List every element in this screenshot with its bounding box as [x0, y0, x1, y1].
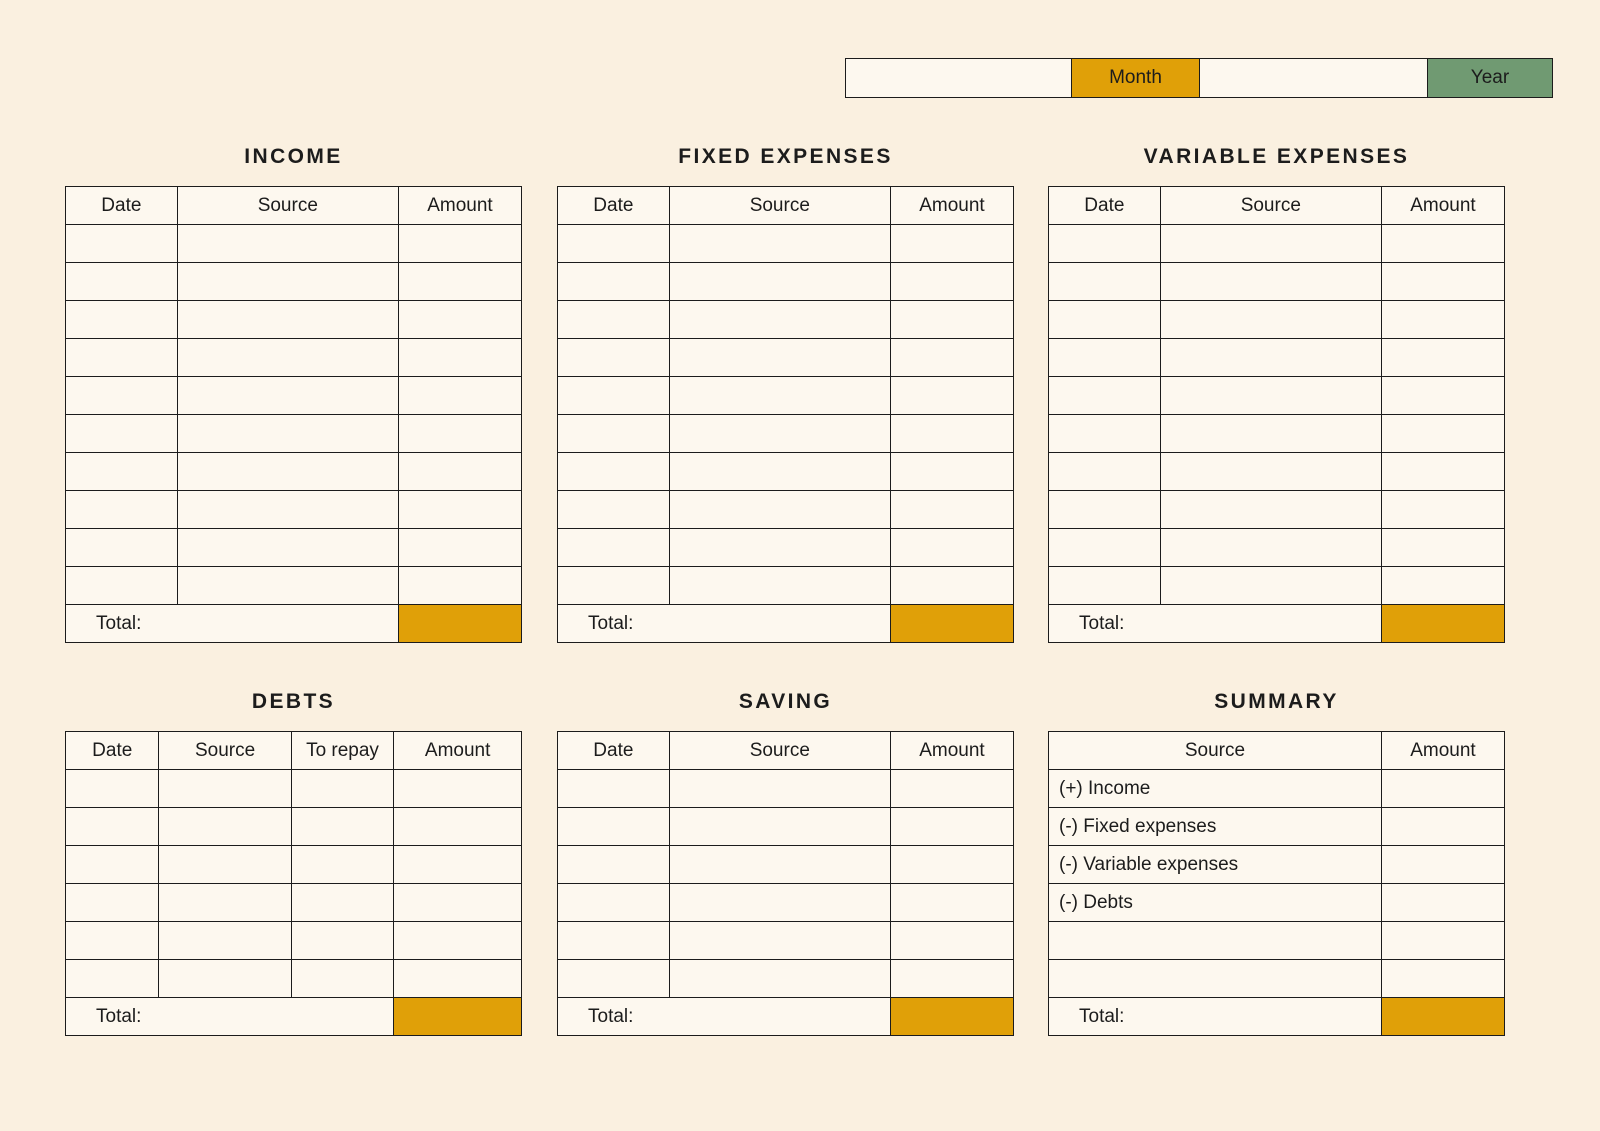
cell-source[interactable] [1160, 301, 1381, 339]
cell-amount[interactable] [398, 301, 521, 339]
cell-source[interactable] [669, 263, 890, 301]
table-row [558, 529, 1014, 567]
cell-source[interactable] [1160, 377, 1381, 415]
total-label: Total: [558, 998, 891, 1036]
cell-amount[interactable] [1381, 567, 1504, 605]
cell-source[interactable] [669, 770, 890, 808]
cell-date[interactable] [1049, 225, 1161, 263]
total-row [1049, 998, 1505, 1036]
cell-amount[interactable] [1381, 225, 1504, 263]
cell-date[interactable] [558, 846, 670, 884]
col-header-amount: Amount [394, 732, 522, 770]
cell-amount[interactable] [890, 922, 1013, 960]
cell-date[interactable] [1049, 415, 1161, 453]
cell-to-repay[interactable] [291, 808, 394, 846]
table-row [1049, 529, 1505, 567]
total-label: Total: [66, 605, 399, 643]
section-title-debts: DEBTS [251, 690, 336, 713]
cell-source[interactable] [177, 225, 398, 263]
cell-amount[interactable] [890, 415, 1013, 453]
cell-source[interactable] [159, 922, 291, 960]
table-row [66, 263, 522, 301]
cell-date[interactable] [558, 225, 670, 263]
cell-source[interactable] [669, 339, 890, 377]
cell-date[interactable] [66, 491, 178, 529]
cell-source[interactable] [159, 770, 291, 808]
summary-rows [1049, 770, 1505, 1036]
table-row [558, 301, 1014, 339]
cell-amount[interactable] [1381, 960, 1504, 998]
cell-amount[interactable] [394, 884, 522, 922]
col-header-amount: Amount [890, 187, 1013, 225]
table-row [66, 960, 522, 998]
total-row [1049, 605, 1505, 643]
cell-date[interactable] [66, 339, 178, 377]
cell-date[interactable] [66, 960, 159, 998]
cell-amount[interactable] [1381, 301, 1504, 339]
col-header-amount: Amount [398, 187, 521, 225]
cell-date[interactable] [66, 884, 159, 922]
table-row [558, 415, 1014, 453]
cell-amount[interactable] [890, 263, 1013, 301]
cell-date[interactable] [1049, 263, 1161, 301]
cell-source[interactable] [177, 377, 398, 415]
table-row [66, 846, 522, 884]
month-label: Month [1072, 59, 1200, 97]
cell-date[interactable] [66, 225, 178, 263]
table-row [558, 808, 1014, 846]
cell-amount[interactable] [1381, 770, 1504, 808]
table-header-row [66, 187, 522, 225]
table-row [1049, 225, 1505, 263]
table-header-row [558, 187, 1014, 225]
cell-amount[interactable] [890, 301, 1013, 339]
table-row [66, 225, 522, 263]
cell-date[interactable] [558, 960, 670, 998]
cell-amount[interactable] [398, 567, 521, 605]
cell-source[interactable] [177, 263, 398, 301]
section-income [65, 145, 522, 643]
table-row [558, 770, 1014, 808]
table-row [66, 377, 522, 415]
cell-date[interactable] [1049, 529, 1161, 567]
cell-date[interactable] [1049, 567, 1161, 605]
section-summary [1048, 690, 1505, 1036]
col-header-amount: Amount [890, 732, 1013, 770]
month-value-field[interactable] [846, 59, 1072, 97]
cell-to-repay[interactable] [291, 922, 394, 960]
cell-amount[interactable] [890, 846, 1013, 884]
summary-line-label: (-) Fixed expenses [1049, 808, 1382, 846]
cell-date[interactable] [558, 415, 670, 453]
debts-table [65, 731, 522, 1036]
cell-date[interactable] [558, 339, 670, 377]
col-header-date: Date [66, 732, 159, 770]
table-row [1049, 339, 1505, 377]
year-value-field[interactable] [1200, 59, 1428, 97]
cell-source[interactable] [1160, 263, 1381, 301]
section-title-variable-expenses: VARIABLE EXPENSES [1143, 145, 1410, 168]
cell-source[interactable] [669, 846, 890, 884]
cell-amount[interactable] [398, 263, 521, 301]
table-row [66, 415, 522, 453]
cell-date[interactable] [66, 263, 178, 301]
cell-source[interactable] [177, 453, 398, 491]
cell-source[interactable] [669, 808, 890, 846]
cell-amount[interactable] [890, 884, 1013, 922]
total-amount[interactable] [1381, 605, 1504, 643]
table-row [1049, 491, 1505, 529]
cell-amount[interactable] [890, 529, 1013, 567]
cell-date[interactable] [558, 529, 670, 567]
col-header-date: Date [558, 187, 670, 225]
cell-date[interactable] [1049, 301, 1161, 339]
table-row [558, 453, 1014, 491]
table-row [66, 339, 522, 377]
table-row [1049, 884, 1505, 922]
section-debts [65, 690, 522, 1036]
cell-date[interactable] [558, 567, 670, 605]
cell-amount[interactable] [890, 808, 1013, 846]
cell-amount[interactable] [890, 225, 1013, 263]
cell-amount[interactable] [890, 770, 1013, 808]
section-title-income: INCOME [244, 145, 343, 168]
cell-amount[interactable] [1381, 922, 1504, 960]
income-rows [66, 225, 522, 643]
cell-date[interactable] [1049, 491, 1161, 529]
total-amount[interactable] [1381, 998, 1504, 1036]
year-label: Year [1428, 59, 1552, 97]
cell-date[interactable] [558, 884, 670, 922]
cell-to-repay[interactable] [291, 846, 394, 884]
cell-source[interactable] [159, 960, 291, 998]
cell-to-repay[interactable] [291, 960, 394, 998]
income-table [65, 186, 522, 643]
cell-source[interactable] [159, 808, 291, 846]
cell-source[interactable] [177, 339, 398, 377]
cell-amount[interactable] [890, 453, 1013, 491]
col-header-source: Source [159, 732, 291, 770]
total-label: Total: [558, 605, 891, 643]
col-header-date: Date [558, 732, 670, 770]
summary-line-label: (-) Debts [1049, 884, 1382, 922]
cell-source[interactable] [669, 922, 890, 960]
col-header-to-repay: To repay [291, 732, 394, 770]
cell-source[interactable] [669, 567, 890, 605]
total-label: Total: [66, 998, 394, 1036]
col-header-source: Source [1049, 732, 1382, 770]
total-label: Total: [1049, 998, 1382, 1036]
table-row [558, 884, 1014, 922]
cell-amount[interactable] [398, 225, 521, 263]
cell-date[interactable] [558, 453, 670, 491]
section-variable-expenses [1048, 145, 1505, 643]
cell-source[interactable] [669, 415, 890, 453]
total-amount[interactable] [890, 605, 1013, 643]
table-row [1049, 922, 1505, 960]
col-header-source: Source [669, 732, 890, 770]
saving-rows [558, 770, 1014, 1036]
table-row [66, 770, 522, 808]
table-row [558, 377, 1014, 415]
cell-amount[interactable] [1381, 377, 1504, 415]
table-row [558, 491, 1014, 529]
cell-date[interactable] [1049, 339, 1161, 377]
section-title-saving: SAVING [738, 690, 833, 713]
variable-expenses-rows [1049, 225, 1505, 643]
cell-date[interactable] [66, 846, 159, 884]
table-row [1049, 377, 1505, 415]
table-header-row [1049, 187, 1505, 225]
cell-source[interactable] [159, 846, 291, 884]
cell-amount[interactable] [1381, 846, 1504, 884]
cell-amount[interactable] [394, 808, 522, 846]
total-row [66, 605, 522, 643]
month-year-bar [845, 58, 1553, 98]
cell-source[interactable] [1160, 453, 1381, 491]
cell-amount[interactable] [394, 770, 522, 808]
cell-amount[interactable] [398, 339, 521, 377]
cell-amount[interactable] [1381, 339, 1504, 377]
table-row [66, 491, 522, 529]
cell-source[interactable] [177, 567, 398, 605]
cell-amount[interactable] [890, 960, 1013, 998]
cell-to-repay[interactable] [291, 884, 394, 922]
cell-source[interactable] [669, 491, 890, 529]
cell-source[interactable] [1160, 529, 1381, 567]
table-row [66, 922, 522, 960]
cell-amount[interactable] [1381, 453, 1504, 491]
debts-rows [66, 770, 522, 1036]
cell-amount[interactable] [394, 846, 522, 884]
col-header-source: Source [177, 187, 398, 225]
table-row [558, 922, 1014, 960]
table-row [1049, 808, 1505, 846]
cell-source[interactable] [177, 529, 398, 567]
cell-amount[interactable] [890, 339, 1013, 377]
table-row [66, 301, 522, 339]
col-header-amount: Amount [1381, 732, 1504, 770]
cell-date[interactable] [66, 453, 178, 491]
fixed-expenses-table [557, 186, 1014, 643]
cell-date[interactable] [66, 567, 178, 605]
table-row [66, 884, 522, 922]
cell-amount[interactable] [398, 491, 521, 529]
total-amount[interactable] [394, 998, 522, 1036]
cell-date[interactable] [66, 922, 159, 960]
table-header-row [1049, 732, 1505, 770]
cell-source[interactable] [669, 377, 890, 415]
total-row [558, 605, 1014, 643]
cell-amount[interactable] [394, 922, 522, 960]
cell-date[interactable] [558, 301, 670, 339]
cell-date[interactable] [66, 808, 159, 846]
cell-date[interactable] [558, 263, 670, 301]
cell-amount[interactable] [1381, 415, 1504, 453]
cell-date[interactable] [558, 377, 670, 415]
col-header-source: Source [669, 187, 890, 225]
cell-source[interactable] [669, 960, 890, 998]
table-row [558, 225, 1014, 263]
table-row [1049, 263, 1505, 301]
cell-date[interactable] [66, 415, 178, 453]
cell-source[interactable] [1160, 491, 1381, 529]
cell-source[interactable] [177, 301, 398, 339]
cell-amount[interactable] [1381, 884, 1504, 922]
cell-amount[interactable] [890, 567, 1013, 605]
table-header-row [66, 732, 522, 770]
fixed-expenses-rows [558, 225, 1014, 643]
col-header-date: Date [1049, 187, 1161, 225]
table-row [1049, 960, 1505, 998]
col-header-date: Date [66, 187, 178, 225]
cell-source[interactable] [1160, 567, 1381, 605]
cell-date[interactable] [558, 922, 670, 960]
total-label: Total: [1049, 605, 1382, 643]
cell-amount[interactable] [1381, 491, 1504, 529]
cell-amount[interactable] [394, 960, 522, 998]
cell-amount[interactable] [1381, 529, 1504, 567]
cell-source[interactable] [177, 415, 398, 453]
cell-date[interactable] [558, 491, 670, 529]
cell-source[interactable] [669, 225, 890, 263]
col-header-amount: Amount [1381, 187, 1504, 225]
cell-source[interactable] [669, 301, 890, 339]
total-amount[interactable] [398, 605, 521, 643]
cell-amount[interactable] [398, 529, 521, 567]
cell-date[interactable] [558, 770, 670, 808]
cell-source[interactable] [1160, 339, 1381, 377]
col-header-source: Source [1160, 187, 1381, 225]
table-row [1049, 770, 1505, 808]
cell-source[interactable] [1160, 225, 1381, 263]
table-row [66, 529, 522, 567]
summary-line-label: (-) Variable expenses [1049, 846, 1382, 884]
cell-source[interactable] [669, 529, 890, 567]
table-row [1049, 567, 1505, 605]
cell-date[interactable] [66, 770, 159, 808]
cell-date[interactable] [558, 808, 670, 846]
cell-amount[interactable] [890, 377, 1013, 415]
cell-amount[interactable] [1381, 263, 1504, 301]
table-row [66, 453, 522, 491]
table-row [66, 808, 522, 846]
cell-date[interactable] [66, 301, 178, 339]
cell-date[interactable] [1049, 377, 1161, 415]
table-row [1049, 453, 1505, 491]
cell-amount[interactable] [398, 415, 521, 453]
table-row [558, 263, 1014, 301]
table-row [558, 339, 1014, 377]
cell-source[interactable] [177, 491, 398, 529]
summary-line-label: (+) Income [1049, 770, 1382, 808]
cell-source[interactable] [1160, 415, 1381, 453]
cell-date[interactable] [1049, 453, 1161, 491]
table-row [1049, 415, 1505, 453]
cell-amount[interactable] [1381, 808, 1504, 846]
cell-source[interactable] [669, 884, 890, 922]
table-header-row [558, 732, 1014, 770]
saving-table [557, 731, 1014, 1036]
total-row [558, 998, 1014, 1036]
cell-source[interactable] [159, 884, 291, 922]
cell-to-repay[interactable] [291, 770, 394, 808]
section-saving [557, 690, 1014, 1036]
variable-expenses-table [1048, 186, 1505, 643]
cell-amount[interactable] [890, 491, 1013, 529]
table-row [66, 567, 522, 605]
section-title-fixed-expenses: FIXED EXPENSES [678, 145, 893, 168]
table-row [558, 846, 1014, 884]
cell-date[interactable] [66, 377, 178, 415]
summary-table [1048, 731, 1505, 1036]
cell-amount[interactable] [398, 453, 521, 491]
total-row [66, 998, 522, 1036]
cell-source[interactable] [669, 453, 890, 491]
table-row [1049, 846, 1505, 884]
cell-amount[interactable] [398, 377, 521, 415]
table-row [558, 567, 1014, 605]
table-row [1049, 301, 1505, 339]
summary-line-label[interactable] [1049, 922, 1382, 960]
section-fixed-expenses [557, 145, 1014, 643]
summary-line-label[interactable] [1049, 960, 1382, 998]
table-row [558, 960, 1014, 998]
total-amount[interactable] [890, 998, 1013, 1036]
cell-date[interactable] [66, 529, 178, 567]
section-title-summary: SUMMARY [1214, 690, 1339, 713]
